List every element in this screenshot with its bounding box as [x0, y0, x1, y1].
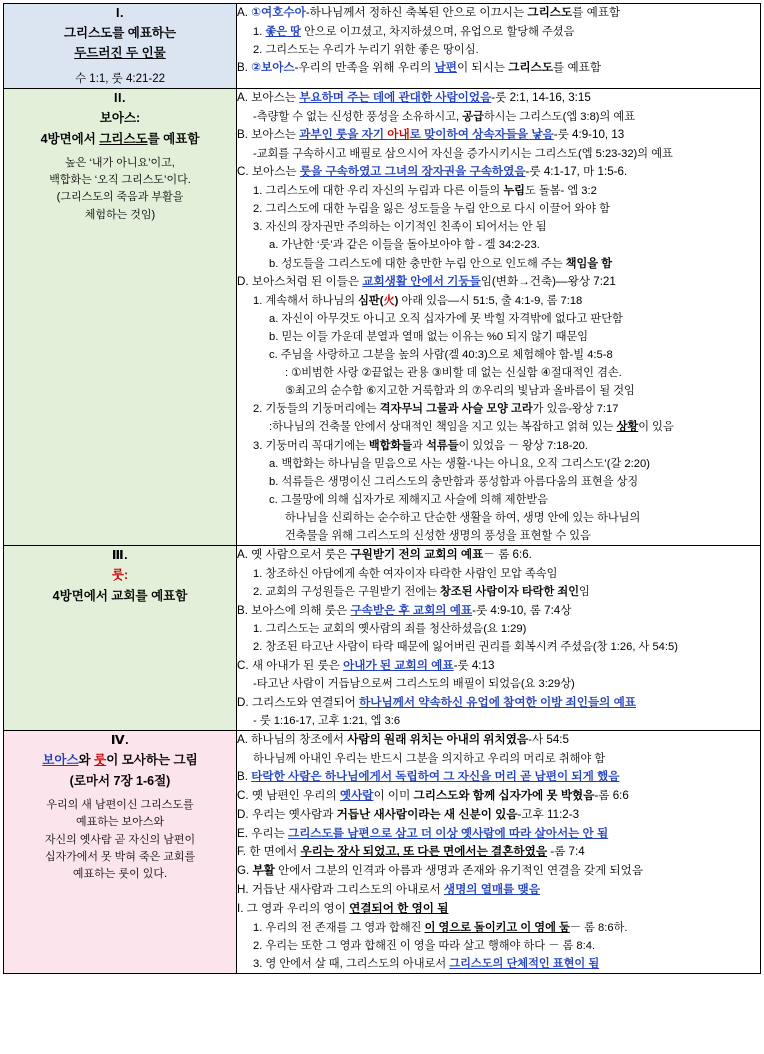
outline-item: -측량할 수 없는 신성한 풍성을 소유하시고, 공급하시는 그리스도(엡 3:8)의 예표 [253, 111, 636, 124]
outline-item: :하나님의 건축물 안에서 상대적인 책임을 지고 있는 복잡하고 얽혀 있는 상황이 있음 [269, 421, 674, 434]
section-numeral: Ⅲ. [111, 548, 129, 563]
outline-item: 3. 자신의 장자권만 주의하는 이기적인 친족이 되어서는 안 됨 [253, 221, 547, 234]
outline-item: 3. 영 안에서 살 때, 그리스도의 아내로서 그리스도의 단체적인 표현이 됨 [253, 957, 600, 970]
section-title [4, 108, 236, 149]
outline-item: G. 부활 안에서 그분의 인격과 아름과 생명과 존재와 유기적인 연결을 갖게 되었음 [237, 864, 644, 878]
section-title [4, 750, 236, 791]
section-title-line: 그리스도를 예표하는 [63, 25, 177, 40]
outline-item: D. 우리는 옛사람과 거듭난 새사람이라는 새 신분이 있음-고후 11:2-3 [237, 807, 580, 821]
section-note: 높은 ‘내가 아니요’이고, 백합화는 ‘오직 그리스도’이다. (그리스도의 죽음과 부활을 체험하는 것임) [49, 157, 191, 221]
outline-item: I. 그 영과 우리의 영이 연결되어 한 영이 됨 [237, 901, 449, 915]
outline-item: ⑤최고의 순수함 ⑥지고한 거룩함과 의 ⑦우리의 빛남과 올바름이 될 것임 [285, 385, 635, 398]
section-title-line: (로마서 7장 1-6절) [69, 773, 171, 788]
outline-section-row [4, 4, 761, 89]
section-body-cell [237, 4, 761, 89]
section-scripture-refs: 수 1:1, 룻 4:21-22 [75, 73, 165, 85]
outline-table [3, 3, 761, 974]
outline-item: C. 옛 남편인 우리의 옛사람이 이미 그리스도와 함께 십자가에 못 박혔음-롬 6:6 [237, 789, 629, 803]
outline-item: 1. 그리스도는 교회의 옛사람의 죄를 청산하셨음(요 1:29) [253, 623, 527, 636]
outline-item: 2. 교회의 구성원들은 구원받기 전에는 창조된 사람이자 타락한 죄인임 [253, 586, 590, 599]
outline-section-row [4, 546, 761, 731]
outline-item: - 룻 1:16-17, 고후 1:21, 엡 3:6 [253, 715, 401, 728]
section-numeral: I. [116, 6, 124, 20]
section-body-cell [237, 89, 761, 546]
outline-item: 1. 그리스도에 대한 우리 자신의 누림과 다른 이들의 누림도 돌봄- 엡 3:2 [253, 185, 597, 198]
section-body-cell [237, 546, 761, 731]
outline-list [237, 546, 760, 730]
outline-item: F. 한 면에서 우리는 장사 되었고, 또 다른 면에서는 결혼하였음 -롬 7:4 [237, 845, 585, 859]
outline-item: -교회를 구속하시고 배필로 삼으시어 자신을 증가시키시는 그리스도(엡 5:23-32)의 예표 [253, 148, 673, 161]
outline-item: b. 믿는 이들 가운데 분열과 열매 없는 이유는 %0 되지 않기 때문임 [269, 330, 589, 343]
outline-item: : ①비범한 사랑 ②끝없는 관용 ③비할 데 없는 신실함 ④절대적인 겸손. [285, 367, 622, 380]
outline-item: D. 보아스처럼 된 이들은 교회생활 안에서 기둥들임(변화→건축)—왕상 7:21 [237, 274, 616, 288]
section-numeral: II. [114, 91, 126, 106]
section-title-line: 두드러진 두 인물 [74, 46, 166, 61]
section-title-line: 룻: [111, 568, 129, 583]
outline-item: a. 자신이 아무것도 아니고 오직 십자가에 못 박힐 자격밖에 없다고 판단함 [269, 312, 623, 325]
section-note: 우리의 새 남편이신 그리스도를 예표하는 보아스와 자신의 옛사람 곧 자신의 남편이 십자가에서 못 박혀 죽은 교회를 예표하는 룻이 있다. [44, 799, 196, 880]
outline-list [237, 731, 760, 973]
section-title-line: 보아스와 룻이 모사하는 그림 [42, 753, 198, 768]
outline-item: 하나님께 아내인 우리는 반드시 그분을 의지하고 우리의 머리로 취해야 함 [253, 753, 606, 766]
outline-item: c. 주님을 사랑하고 그분을 높의 사람(겔 40:3)으로 체험해야 함-빌 4:5-8 [269, 348, 613, 361]
outline-item: b. 석류들은 생명이신 그리스도의 충만함과 풍성함과 아름다움의 표현을 상징 [269, 475, 639, 488]
outline-item: 1. 창조하신 아담에게 속한 여자이자 타락한 사람인 모압 족속임 [253, 568, 558, 581]
outline-item: 2. 창조된 타고난 사람이 타락 때문에 잃어버린 권리를 회복시켜 주셨음(창 1:26, 사 54:5) [253, 641, 678, 654]
outline-item: A. ①여호수아-하나님께서 정하신 축복된 안으로 이끄시는 그리스도를 예표함 [237, 6, 621, 19]
outline-item: B. 타락한 사람은 하나님에게서 독립하여 그 자신을 머리 곧 남편이 되게 했음 [237, 770, 620, 784]
outline-item: 2. 우리는 또한 그 영과 합해진 이 영을 따라 살고 행해야 하다 － 롬 8:4. [253, 939, 596, 952]
outline-item: a. 백합화는 하나님을 믿음으로 사는 생활-‘나는 아니요, 오직 그리스도’(갈 2:20) [269, 457, 650, 470]
outline-item: 2. 기둥들의 기둥머리에는 격자무늬 그물과 사슬 모양 고라가 있음-왕상 7:17 [253, 403, 619, 416]
outline-item: 1. 좋은 땅 안으로 이끄셨고, 차지하셨으며, 유업으로 할당해 주셨음 [253, 25, 575, 38]
section-body-cell [237, 731, 761, 974]
section-title-line: 4방면에서 교회를 예표함 [52, 588, 188, 603]
outline-item: B. ②보아스-우리의 만족을 위해 우리의 남편이 되시는 그리스도를 예표함 [237, 61, 602, 75]
section-heading-cell [4, 89, 237, 546]
outline-item: b. 성도들을 그리스도에 대한 충만한 누림 안으로 인도해 주는 책임을 함 [269, 257, 613, 270]
outline-item: H. 거듭난 새사람과 그리스도의 아내로서 생명의 열매를 맺음 [237, 883, 540, 897]
outline-item: C. 새 아내가 된 룻은 아내가 된 교회의 예표-룻 4:13 [237, 658, 495, 672]
section-title [4, 23, 236, 64]
outline-item: A. 보아스는 부요하며 주는 데에 관대한 사람이었음-룻 2:1, 14-16, 3:15 [237, 91, 591, 105]
outline-item: c. 그물망에 의해 십자가로 제해지고 사슬에 의해 제한받음 [269, 494, 549, 507]
outline-section-row [4, 89, 761, 546]
section-heading-cell [4, 546, 237, 731]
outline-section-row [4, 731, 761, 974]
outline-item: B. 보아스는 과부인 룻을 자기 아내로 맞이하여 상속자들을 낳음-룻 4:9-10, 13 [237, 128, 625, 142]
section-title-line: 보아스: [99, 111, 141, 126]
outline-item: A. 옛 사람으로서 룻은 구원받기 전의 교회의 예표－ 롬 6:6. [237, 548, 532, 562]
outline-item: 1. 우리의 전 존재를 그 영과 합해진 이 영으로 돌이키고 이 영에 둠－ 롬 8:6하. [253, 921, 628, 934]
outline-list [237, 89, 760, 545]
outline-item: -타고난 사람이 거듭남으로써 그리스도의 배필이 되었음(요 3:29상) [253, 678, 575, 691]
outline-item: B. 보아스에 의해 룻은 구속받은 후 교회의 예표-룻 4:9-10, 롬 7:4상 [237, 603, 572, 617]
section-heading-cell [4, 4, 237, 89]
outline-item: 2. 그리스도에 대한 누림을 잃은 성도들을 누림 안으로 다시 이끌어 와야 함 [253, 203, 610, 216]
outline-item: A. 하나님의 창조에서 사람의 원래 위치는 아내의 위치였음-사 54:5 [237, 733, 569, 747]
outline-item: 1. 계속해서 하나님의 심판(火) 아래 있음—시 51:5, 출 4:1-9, 롬 7:18 [253, 294, 583, 307]
outline-item: a. 가난한 ‘룻’과 같은 이들을 돌아보아야 함 - 겔 34:2-23. [269, 239, 540, 252]
outline-item: D. 그리스도와 연결되어 하나님께서 약속하신 유업에 참여한 이방 죄인들의 예표 [237, 695, 636, 709]
section-title-line: 4방면에서 그리스도를 예표함 [40, 131, 200, 146]
outline-list [237, 4, 760, 78]
section-heading-cell [4, 731, 237, 974]
outline-item: C. 보아스는 룻을 구속하였고 그녀의 장자권을 구속하였음-룻 4:1-17, 마 1:5-6. [237, 165, 628, 179]
outline-item: 건축물을 위해 그리스도의 신성한 생명의 풍성을 표현할 수 있음 [285, 530, 591, 543]
section-numeral: Ⅳ. [110, 733, 130, 748]
outline-item: 2. 그리스도는 우리가 누리기 위한 좋은 땅이심. [253, 43, 479, 56]
outline-item: 3. 기둥머리 꼭대기에는 백합화들과 석류들이 있었음 － 왕상 7:18-20. [253, 439, 589, 452]
section-title [4, 565, 236, 606]
outline-item: E. 우리는 그리스도를 남편으로 삼고 더 이상 옛사람에 따라 살아서는 안 됨 [237, 826, 609, 840]
outline-item: 하나님을 신뢰하는 순수하고 단순한 생활을 하여, 생명 안에 있는 하나님의 [285, 512, 641, 525]
